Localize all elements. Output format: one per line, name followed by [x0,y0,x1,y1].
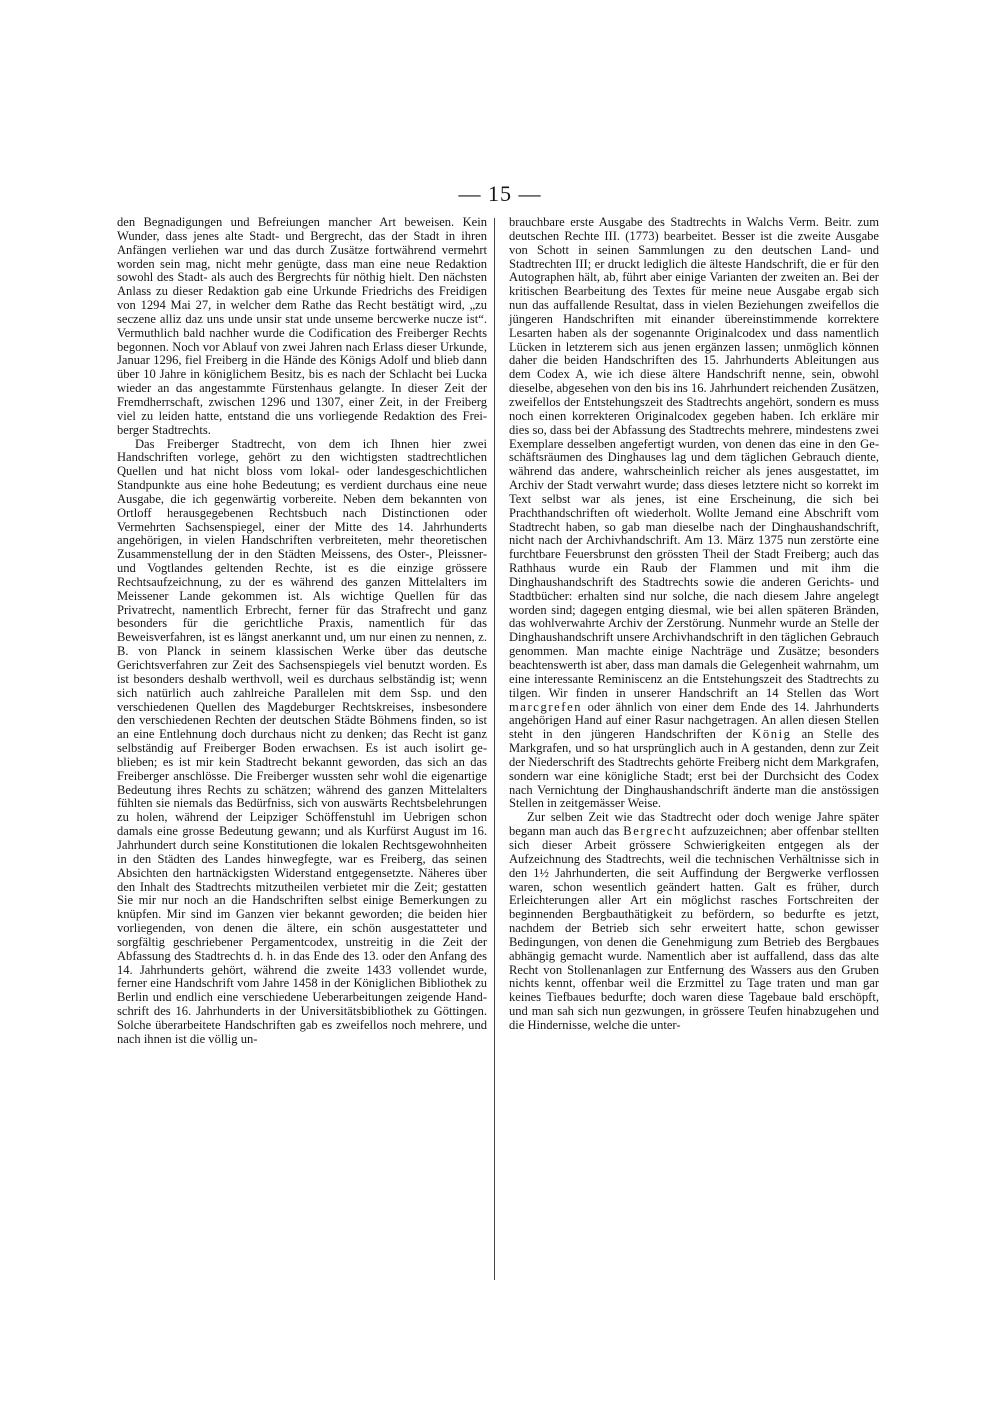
paragraph [509,216,879,811]
right-text-column [509,216,879,1033]
emphasized-term: König [752,727,792,742]
emphasized-term: marcgrefen [509,699,583,714]
text-run: oder ähnlich von einer dem Ende des 14. Jahrhunderts angehörigen Hand auf einer Rasur nachgetragen. An allen diesen Stellen steht in den jüngeren Handschriften der [509,699,879,742]
paragraph [509,811,879,1033]
text-run: brauchbare erste Ausgabe des Stadtrechts in Walchs Verm. Beitr. zum deutschen Rechte III. (1773) bearbeitet. Besser ist die zweite Ausgabe von Schott in seinen Sammlungen zu den deutschen Land- und Stadtrechten III; er druckt lediglich die älteste Handschrift, die er für den Autographen hält, ab, führt aber einige Varianten der zweiten an. Bei der kritischen Bearbeitung des Textes für meine neue Ausgabe ergab sich nun das auffallende Resultat, dass in vielen Beziehungen zweifellos die jüngeren Handschriften mit einander übereinstimmende korrektere Lesarten haben als der sogenannte Originalcodex und dass namentlich Lücken in letzterem sich aus jenen ergänzen lassen; unmöglich können daher die beiden Handschriften des 15. Jahrhunderts Ableitungen aus dem Codex A, wie ich diese ältere Handschrift nenne, sein, obwohl dieselbe, abgesehen von den bis ins 16. Jahrhundert reichenden Zusätzen, zweifellos der Entstehungszeit des Stadtrechts angehört, sondern es muss noch einen korrekteren Originalcodex gegeben haben. Ich erkläre mir dies so, dass bei der Abfassung des Stadtrechts mehrere, mindestens zwei Exemplare desselben angefertigt wurden, von denen das eine in den Geschäftsräumen des Dinghauses lag und dem täglichen Gebrauch diente, während das andere, wahrscheinlich reicher als jenes ausgestattet, im Archiv der Stadt verwahrt wurde; dass dieses letztere nicht so korrekt im Text selbst war als jenes, ist eine Erscheinung, die sich bei Prachthandschriften oft wiederholt. Wollte Jemand eine Abschrift vom Stadtrecht haben, so gab man dieselbe nach der Dinghaushandschrift, nicht nach der Archivhandschrift. Am 13. März 1375 nun zerstörte eine furchtbare Feuersbrunst den grössten Theil der Stadt Freiberg; auch das Rathhaus wurde ein Raub der Flammen und mit ihm die Dinghaushandschrift des Stadtrechts sowie die anderen Gerichts- und Stadtbücher: erhalten sind nur solche, die nach diesem Jahre angelegt worden sind; dagegen entging diesmal, wie bei allen späteren Bränden, das wohlverwahrte Archiv der Zerstörung. Nunmehr wurde an Stelle der Dinghaushandschrift unsere Archivhandschrift in den täglichen Gebrauch genommen. Man machte einige Nachträge und Zusätze; besonders beachtenswerth ist aber, dass man damals die Gelegenheit wahrnahm, um eine interessante Reminiscenz an die Entstehungszeit des Stadtrechts zu tilgen. Wir finden in unserer Handschrift an 14 Stellen das Wort [509,215,879,700]
paragraph: den Begnadigungen und Befreiungen mancher Art beweisen. Kein Wunder, dass jenes alte Stadt- und Bergrecht, das der Stadt in ihren Anfängen verliehen war und das durch Zusätze fortwährend vermehrt worden sein mag, nicht mehr genügte, dass man eine neue Redaktion sowohl des Stadt- als auch des Bergrechts für nöthig hielt. Den nächsten Anlass zu dieser Redaktion gab eine Urkunde Friedrichs des Freidigen von 1294 Mai 27, in welcher dem Rathe das Recht bestätigt wird, „zu seczene alliz daz uns unde unsir stat unde unseme bercwerke nucze ist“. Vermuthlich bald nachher wurde die Codification des Freiberger Rechts begonnen. Noch vor Ablauf von zwei Jahren nach Erlass dieser Urkunde, Januar 1296, fiel Freiberg in die Hände des Königs Adolf und blieb dann über 10 Jahre in königlichem Besitz, bis es nach der Schlacht bei Lucka wieder an das angestammte Fürstenhaus gelangte. In dieser Zeit der Fremdherrschaft, zwischen 1296 und 1307, einer Zeit, in der Freiberg viel zu leiden hatte, entstand die uns vorliegende Redaktion des Freiberger Stadtrechts. [117,215,487,437]
column-divider [494,218,495,1280]
text-run: an Stelle des Markgrafen, und so hat ursprünglich auch in A gestanden, denn zur Zeit der Niederschrift des Stadtrechts gehörte Freiberg nicht dem Markgrafen, sondern war eine königliche Stadt; erst bei der Durchsicht des Codex nach Vernichtung der Dinghaushandschrift änderte man die anstössigen Stellen in zeitgemässer Weise. [509,727,879,811]
text-run: aufzuzeichnen; aber offenbar stellten sich dieser Arbeit grössere Schwierigkeiten entgegen als der Aufzeichnung des Stadtrechts, weil die technischen Verhältnisse sich in den 1½ Jahrhunderten, die seit Auffindung der Bergwerke verflossen waren, schon wesentlich geändert hatten. Galt es früher, durch Erleichterungen aller Art ein möglichst rasches Fortschreiten der beginnenden Bergbauthätigkeit zu befördern, so bedurfte es jetzt, nachdem der Betrieb sich sehr erweitert hatte, schon gewisser Bedingungen, von denen die Genehmigung zum Betrieb des Bergbaues abhängig gemacht wurde. Namentlich aber ist auffallend, dass das alte Recht von Stollenanlagen zur Entfernung des Wassers aus den Gruben nichts kennt, offenbar weil die Erzmittel zu Tage traten und man gar keines Tiefbaues bedurfte; doch waren diese Tagebaue bald erschöpft, und man sah sich nun gezwungen, in grössere Teufen hinabzugehen und die Hindernisse, welche die unter- [509,824,880,1032]
emphasized-term: Bergrecht [623,824,687,839]
text-run: Zur selben Zeit wie das Stadtrecht oder doch wenige Jahre später begann man auch das [509,810,879,839]
left-text-column [117,216,487,1047]
page-number: — 15 — [458,181,542,206]
paragraph: Das Freiberger Stadtrecht, von dem ich Ihnen hier zwei Handschriften vorlege, gehört zu den wichtigsten stadtrechtlichen Quellen und hat nicht bloss vom lokal- oder landesgeschichtlichen Standpunkte aus eine hohe Bedeutung; es verdient durchaus eine neue Ausgabe, die ich gegenwärtig vorbereite. Neben dem bekannten von Ortloff herausgegebenen Rechtsbuch nach Distinctionen oder Vermehrten Sachsenspiegel, einer der Mitte des 14. Jahrhunderts angehörigen, in vielen Handschriften verbreiteten, mehr theoretischen Zusammenstellung der in den Städten Meissens, des Oster-, Pleissner- und Vogtlandes geltenden Rechte, ist es die einzige grössere Rechtsaufzeichnung, zu der es während des ganzen Mittelalters im Meissener Lande gekommen ist. Als wichtige Quellen für das Privatrecht, namentlich Erbrecht, ferner für das Strafrecht und ganz besonders für die gerichtliche Praxis, namentlich für das Beweisverfahren, ist es längst anerkannt und, um nur einen zu nennen, z. B. von Planck in seinem klassischen Werke über das deutsche Gerichtsverfahren zur Zeit des Sachsenspiegels viel benutzt worden. Es ist besonders deshalb werthvoll, weil es durchaus selbständig ist; wenn sich natürlich auch zahlreiche Parallelen mit dem Ssp. und den verschiedenen Quellen des Magdeburger Rechtskreises, insbesondere den verschiedenen Rechten der deutschen Städte Böhmens finden, so ist an eine Entlehnung doch durchaus nicht zu denken; das Recht ist ganz selbständig auf Freiberger Boden erwachsen. Es ist auch isolirt geblieben; es ist mir kein Stadtrecht bekannt geworden, das sich an das Freiberger anschlösse. Die Freiberger wussten sehr wohl die eigenartige Bedeutung ihres Rechts zu schätzen; während des ganzen Mittelalters fühlten sie niemals das Bedürfniss, sich von auswärts Rechtsbelehrungen zu holen, während der Leipziger Schöffenstuhl im Uebrigen schon damals eine grosse Bedeutung gewann; und als Kurfürst August im 16. Jahrhundert durch seine Konstitutionen die lokalen Rechtsgewohnheiten in den Städten des Landes hinwegfegte, war es Freiberg, das seinen Absichten den hartnäckigsten Widerstand entgegensetzte. Näheres über den Inhalt des Stadtrechts mitzutheilen verbietet mir die Zeit; gestatten Sie mir nur noch an die Handschriften selbst einige Bemerkungen zu knüpfen. Mir sind im Ganzen vier bekannt geworden; die beiden hier vorliegenden, von denen die ältere, ein schön ausgestatteter und sorgfältig geschriebener Pergamentcodex, unstreitig in die Zeit der Abfassung des Stadtrechts d. h. in das Ende des 13. oder den Anfang des 14. Jahrhunderts gehört, während die zweite 1433 vollendet wurde, ferner eine Handschrift vom Jahre 1458 in der Königlichen Bibliothek zu Berlin und endlich eine verschiedene Ueberarbeitungen zeigende Handschrift des 16. Jahrhunderts in der Universitätsbibliothek zu Göttingen. Solche überarbeitete Handschriften gab es zweifellos noch mehrere, und nach ihnen ist die völlig un- [117,436,487,1046]
